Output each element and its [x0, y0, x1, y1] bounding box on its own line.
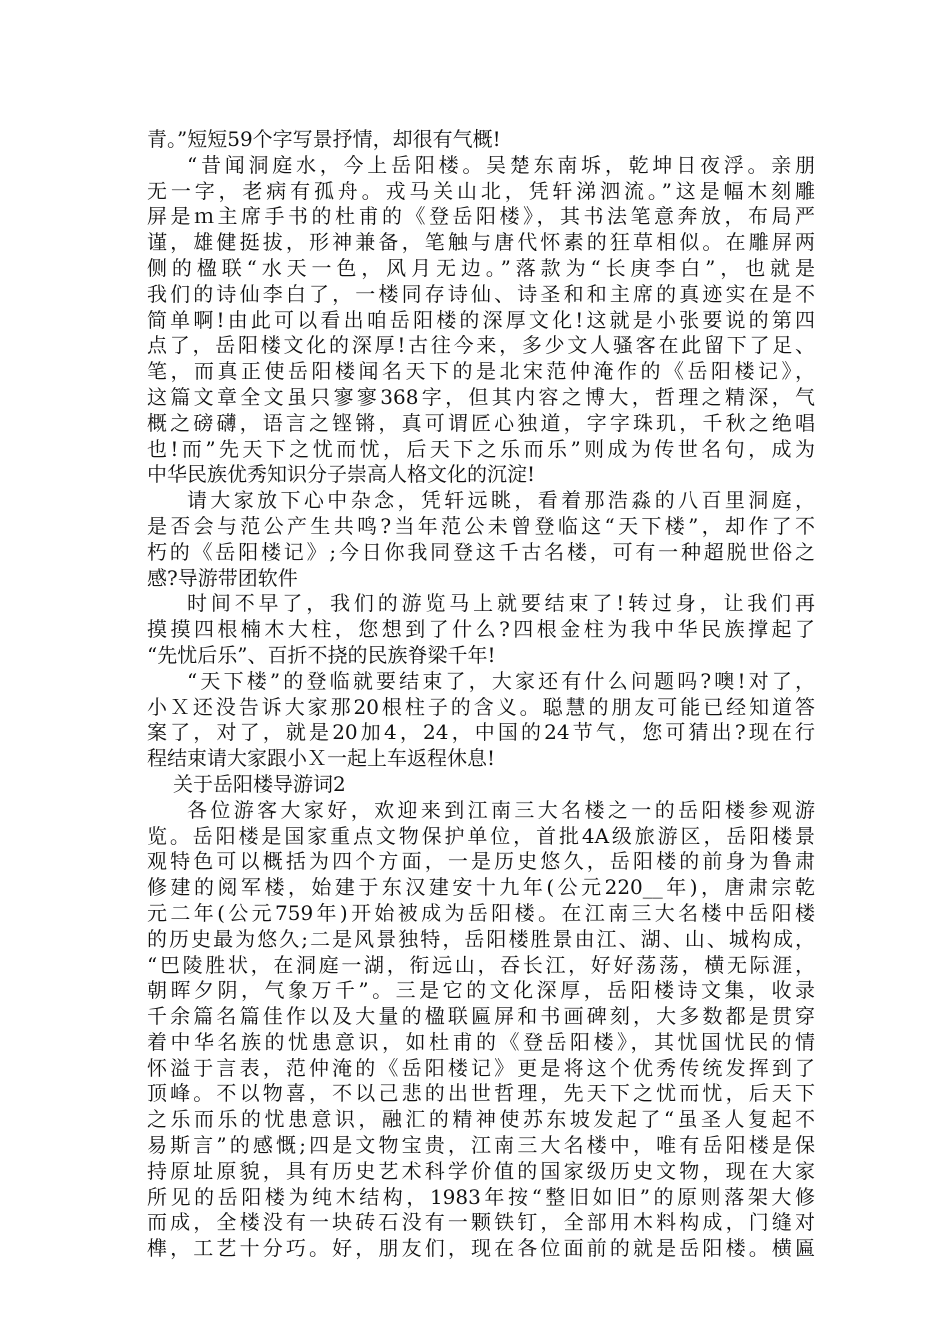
- text-line: 屏是ｍ主席手书的杜甫的《登岳阳楼》，其书法笔意奔放，布局严: [147, 204, 815, 229]
- document-body: [147, 127, 815, 1262]
- text-line: “昔闻洞庭水，今上岳阳楼。吴楚东南坼，乾坤日夜浮。亲朋: [187, 152, 815, 177]
- text-line: “先忧后乐”、百折不挠的民族脊梁千年!: [147, 642, 496, 667]
- text-line: 青。”短短59个字写景抒情，却很有气概!: [147, 127, 501, 151]
- text-line: 朝晖夕阴，气象万千”。三是它的文化深厚，岳阳楼诗文集，收录: [147, 978, 815, 1003]
- text-line: 千余篇名篇佳作以及大量的楹联匾屏和书画碑刻，大多数都是贯穿: [147, 1004, 815, 1029]
- text-line: 朽的《岳阳楼记》;今日你我同登这千古名楼，可有一种超脱世俗之: [147, 539, 815, 564]
- text-line: 榫，工艺十分巧。好，朋友们，现在各位面前的就是岳阳楼。横匾: [147, 1236, 815, 1261]
- text-line: 我们的诗仙李白了，一楼同存诗仙、诗圣和和主席的真迹实在是不: [147, 281, 815, 306]
- text-line: 是否会与范公产生共鸣?当年范公未曾登临这“天下楼”，却作了不: [147, 513, 815, 538]
- text-line: 元二年(公元759年)开始被成为岳阳楼。在江南三大名楼中岳阳楼: [147, 900, 815, 925]
- text-line: 易斯言”的感慨;四是文物宝贵，江南三大名楼中，唯有岳阳楼是保: [147, 1133, 815, 1158]
- text-line: 点了，岳阳楼文化的深厚!古往今来，多少文人骚客在此留下了足、: [147, 333, 815, 358]
- text-line: 中华民族优秀知识分子崇高人格文化的沉淀!: [147, 462, 536, 487]
- text-line: 观特色可以概括为四个方面，一是历史悠久，岳阳楼的前身为鲁肃: [147, 849, 815, 874]
- text-line: 怀溢于言表，范仲淹的《岳阳楼记》更是将这个优秀传统发挥到了: [147, 1055, 815, 1080]
- text-line: 修建的阅军楼，始建于东汉建安十九年(公元220__年)，唐肃宗乾: [147, 875, 815, 900]
- text-line: 持原址原貌，具有历史艺术科学价值的国家级历史文物，现在大家: [147, 1158, 815, 1183]
- text-line: 程结束请大家跟小Ｘ一起上车返程休息!: [147, 746, 496, 771]
- text-line: 案了，对了，就是20加4，24，中国的24节气，您可猜出?现在行: [147, 720, 815, 745]
- text-line: 谨，雄健挺拔，形神兼备，笔触与唐代怀素的狂草相似。在雕屏两: [147, 230, 815, 255]
- text-line: 顶峰。不以物喜，不以己悲的出世哲理，先天下之忧而忧，后天下: [147, 1081, 815, 1106]
- text-line: 览。岳阳楼是国家重点文物保护单位，首批4A级旅游区，岳阳楼景: [147, 823, 815, 848]
- text-line: 笔，而真正使岳阳楼闻名天下的是北宋范仲淹作的《岳阳楼记》，: [147, 359, 815, 384]
- text-line: 小Ｘ还没告诉大家那20根柱子的含义。聪慧的朋友可能已经知道答: [147, 694, 815, 719]
- text-line: 的历史最为悠久;二是风景独特，岳阳楼胜景由江、湖、山、城构成，: [147, 926, 815, 951]
- text-line: 请大家放下心中杂念，凭轩远眺，看着那浩淼的八百里洞庭，: [187, 488, 815, 513]
- text-line: “巴陵胜状，在洞庭一湖，衔远山，吞长江，好好荡荡，横无际涯，: [147, 952, 815, 977]
- text-line: 感?导游带团软件: [147, 565, 298, 590]
- text-line: 侧的楹联“水天一色，风月无边。”落款为“长庚李白”，也就是: [147, 255, 815, 280]
- text-line: “天下楼”的登临就要结束了，大家还有什么问题吗?噢!对了，: [187, 668, 815, 693]
- text-line: 而成，全楼没有一块砖石没有一颗铁钉，全部用木料构成，门缝对: [147, 1210, 815, 1235]
- text-line: 无一字，老病有孤舟。戎马关山北，凭轩涕泗流。”这是幅木刻雕: [147, 178, 815, 203]
- text-line: 简单啊!由此可以看出咱岳阳楼的深厚文化!这就是小张要说的第四: [147, 307, 815, 332]
- text-line: 各位游客大家好，欢迎来到江南三大名楼之一的岳阳楼参观游: [187, 797, 815, 822]
- text-line: 概之磅礴，语言之铿锵，真可谓匠心独道，字字珠玑，千秋之绝唱: [147, 410, 815, 435]
- section-heading: 关于岳阳楼导游词2: [173, 771, 346, 796]
- text-line: 所见的岳阳楼为纯木结构，1983年按“整旧如旧”的原则落架大修: [147, 1184, 815, 1209]
- text-line: 摸摸四根楠木大柱，您想到了什么?四根金柱为我中华民族撑起了: [147, 617, 815, 642]
- text-line: 这篇文章全文虽只寥寥368字，但其内容之博大，哲理之精深，气: [147, 384, 815, 409]
- text-line: 时间不早了，我们的游览马上就要结束了!转过身，让我们再: [187, 591, 815, 616]
- text-line: 之乐而乐的忧患意识，融汇的精神使苏东坡发起了“虽圣人复起不: [147, 1107, 815, 1132]
- text-line: 也!而”先天下之忧而忧，后天下之乐而乐”则成为传世名句，成为: [147, 436, 815, 461]
- text-line: 着中华名族的忧患意识，如杜甫的《登岳阳楼》，其忧国忧民的情: [147, 1029, 815, 1054]
